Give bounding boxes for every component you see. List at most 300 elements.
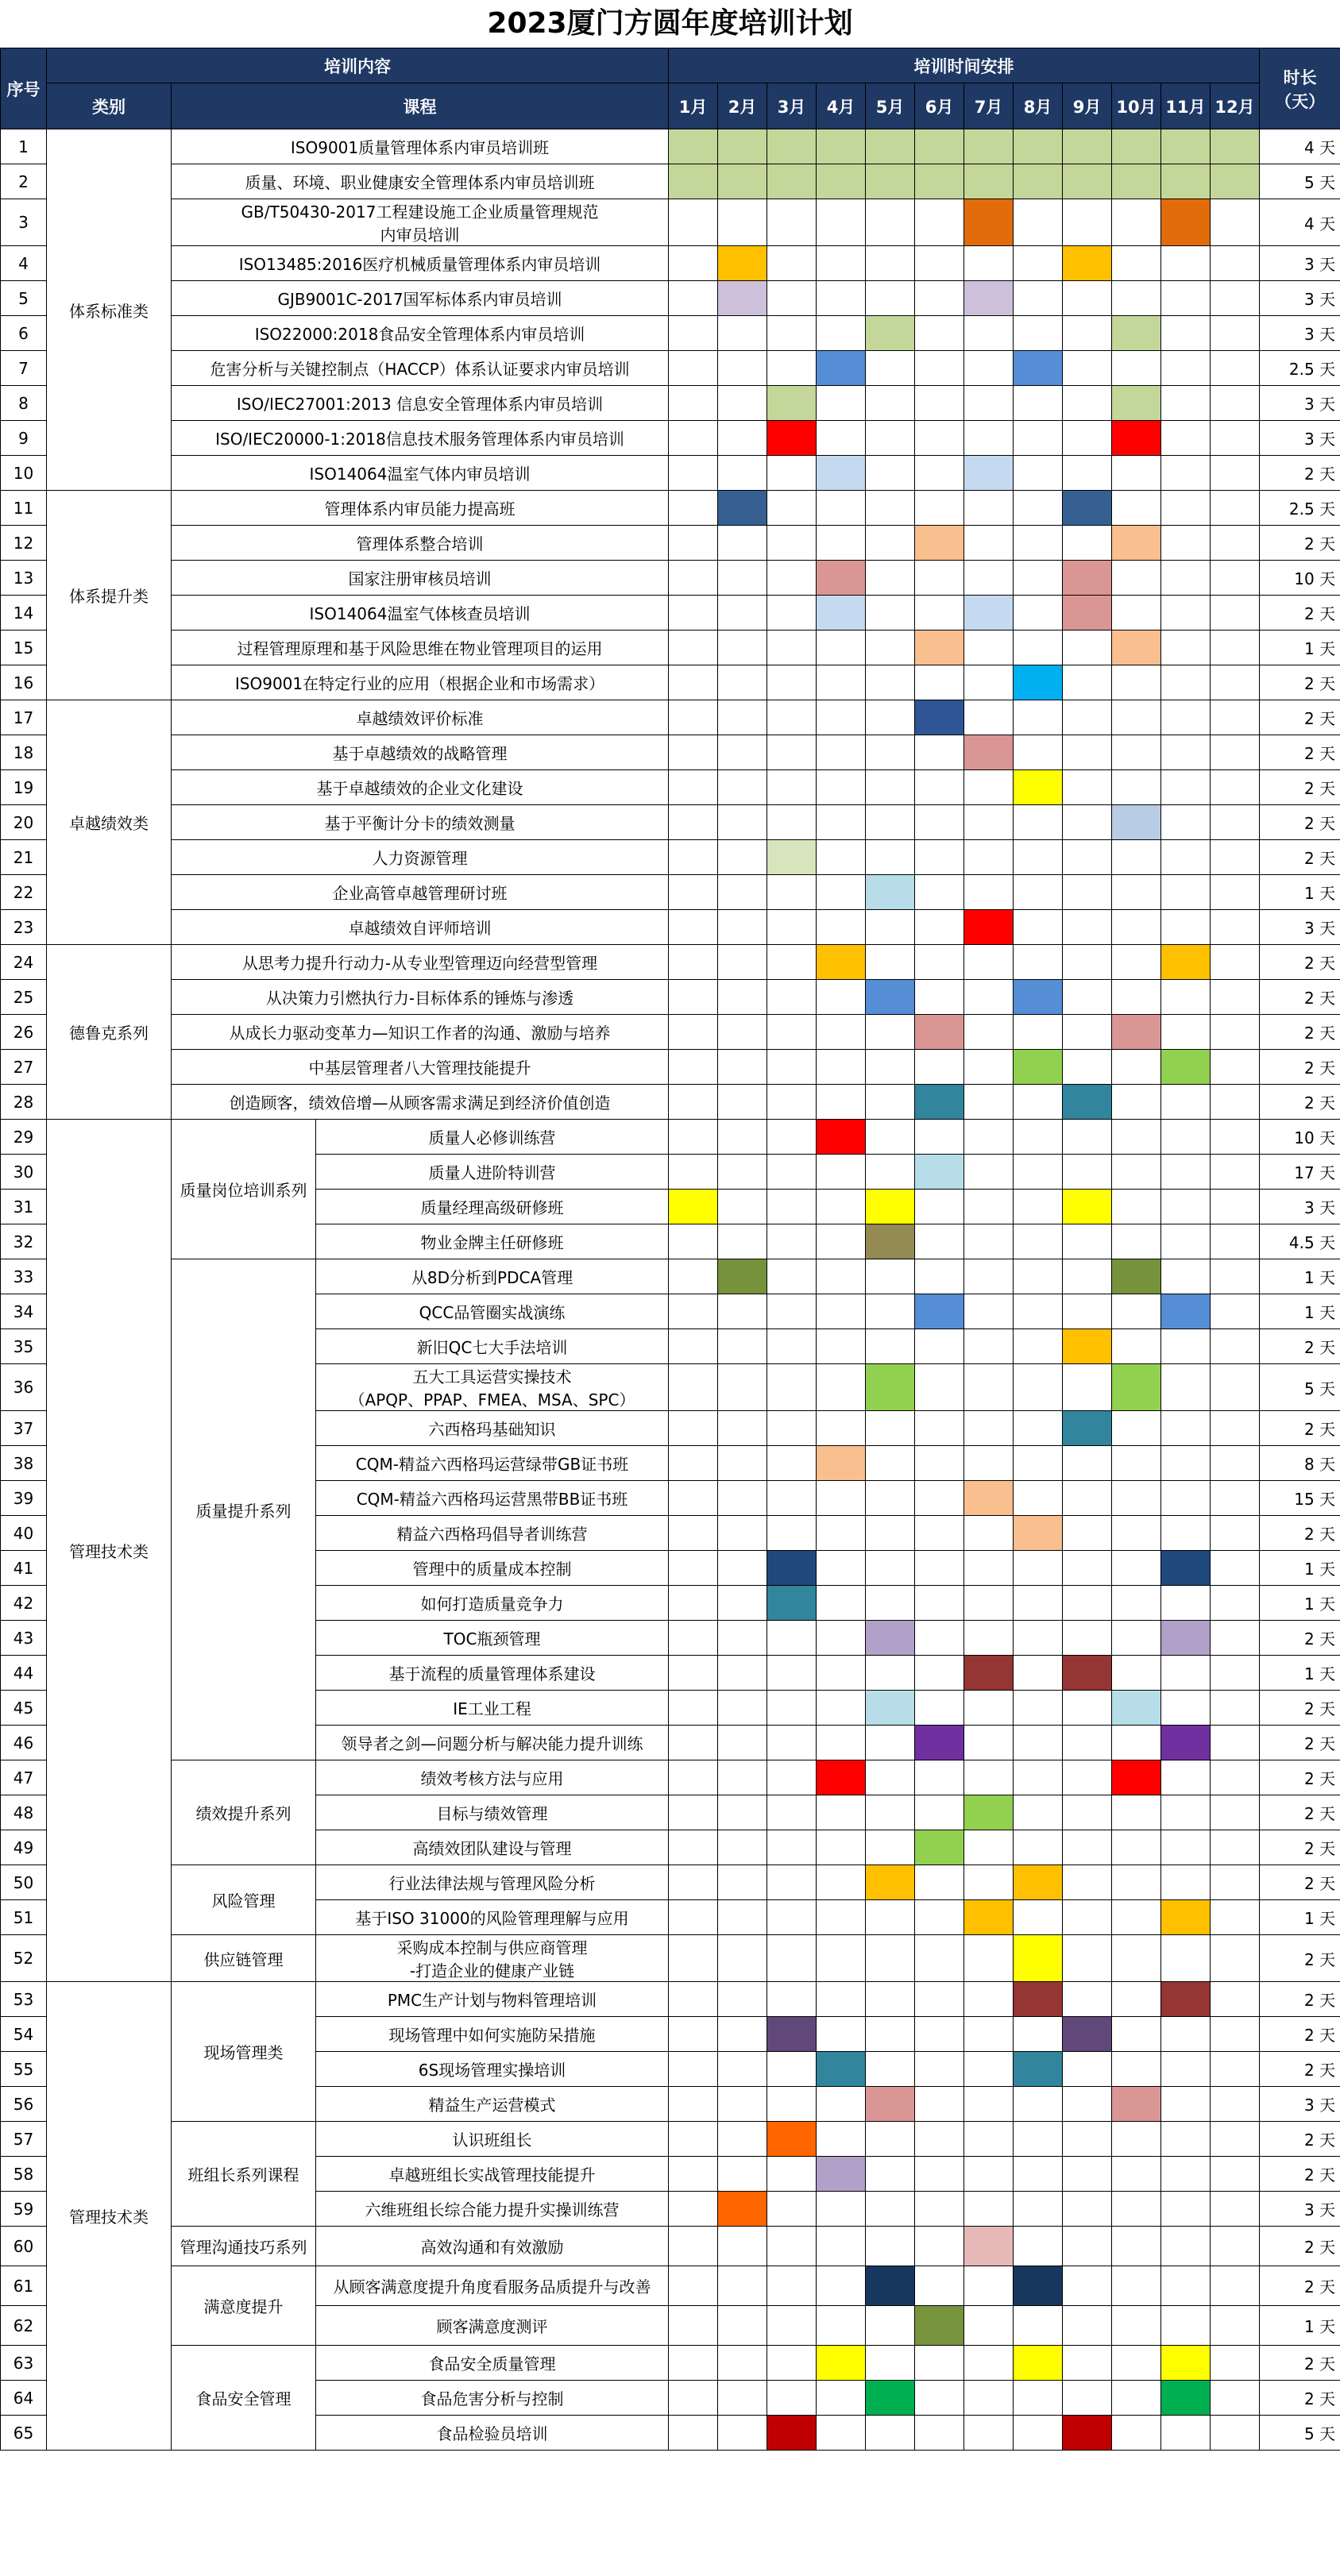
schedule-cell-m12 xyxy=(1211,1900,1260,1935)
duration-cell: 2 天 xyxy=(1260,980,1340,1015)
schedule-cell-m11 xyxy=(1161,631,1211,665)
schedule-cell-m12 xyxy=(1211,2052,1260,2087)
schedule-cell-m4 xyxy=(817,2227,866,2266)
schedule-cell-m5 xyxy=(866,1900,915,1935)
table-row xyxy=(1,1760,1340,1795)
schedule-cell-m1 xyxy=(669,351,718,386)
schedule-cell-m8 xyxy=(1014,1900,1063,1935)
schedule-cell-m2 xyxy=(718,246,767,281)
schedule-cell-m3 xyxy=(767,700,817,735)
schedule-cell-m10 xyxy=(1112,1586,1161,1621)
schedule-cell-m12 xyxy=(1211,1085,1260,1120)
schedule-cell-m11 xyxy=(1161,2346,1211,2381)
schedule-cell-m1 xyxy=(669,945,718,980)
schedule-cell-m5 xyxy=(866,386,915,421)
schedule-cell-m10 xyxy=(1112,2227,1161,2266)
duration-cell: 2 天 xyxy=(1260,456,1340,491)
course-name: 管理体系内审员能力提高班 xyxy=(172,491,669,526)
course-name: ISO14064温室气体核查员培训 xyxy=(172,596,669,631)
schedule-cell-m9 xyxy=(1063,1190,1112,1224)
duration-cell: 2 天 xyxy=(1260,1691,1340,1726)
duration-cell: 8 天 xyxy=(1260,1446,1340,1481)
schedule-cell-m8 xyxy=(1014,1935,1063,1982)
month-header-4: 4月 xyxy=(817,83,866,129)
course-name: 危害分析与关键控制点（HACCP）体系认证要求内审员培训 xyxy=(172,351,669,386)
schedule-cell-m2 xyxy=(718,1656,767,1691)
schedule-cell-m11 xyxy=(1161,805,1211,840)
schedule-cell-m3 xyxy=(767,1224,817,1259)
schedule-cell-m4 xyxy=(817,199,866,246)
schedule-cell-m11 xyxy=(1161,1830,1211,1865)
schedule-cell-m1 xyxy=(669,2306,718,2346)
schedule-cell-m9 xyxy=(1063,2266,1112,2306)
schedule-cell-m5 xyxy=(866,199,915,246)
schedule-cell-m9 xyxy=(1063,2346,1112,2381)
duration-cell: 3 天 xyxy=(1260,2192,1340,2227)
month-header-9: 9月 xyxy=(1063,83,1112,129)
schedule-cell-m12 xyxy=(1211,2087,1260,2122)
schedule-cell-m7 xyxy=(964,1364,1014,1411)
schedule-cell-m4 xyxy=(817,2266,866,2306)
category-cell: 体系提升类 xyxy=(47,491,172,700)
schedule-cell-m11 xyxy=(1161,1015,1211,1050)
course-name: 卓越班组长实战管理技能提升 xyxy=(316,2157,669,2192)
schedule-cell-m1 xyxy=(669,386,718,421)
schedule-cell-m12 xyxy=(1211,281,1260,316)
duration-cell: 5 天 xyxy=(1260,1364,1340,1411)
row-number: 5 xyxy=(1,281,47,316)
schedule-cell-m11 xyxy=(1161,2157,1211,2192)
schedule-cell-m12 xyxy=(1211,351,1260,386)
duration-cell: 1 天 xyxy=(1260,1900,1340,1935)
schedule-cell-m4 xyxy=(817,1446,866,1481)
schedule-cell-m6 xyxy=(915,1481,964,1516)
month-header-6: 6月 xyxy=(915,83,964,129)
schedule-cell-m9 xyxy=(1063,1224,1112,1259)
row-number: 65 xyxy=(1,2416,47,2451)
schedule-cell-m12 xyxy=(1211,2227,1260,2266)
schedule-cell-m2 xyxy=(718,1726,767,1760)
schedule-cell-m1 xyxy=(669,1155,718,1190)
schedule-cell-m8 xyxy=(1014,910,1063,945)
schedule-cell-m5 xyxy=(866,1120,915,1155)
schedule-cell-m12 xyxy=(1211,735,1260,770)
row-number: 35 xyxy=(1,1329,47,1364)
schedule-cell-m10 xyxy=(1112,491,1161,526)
schedule-cell-m2 xyxy=(718,910,767,945)
schedule-cell-m4 xyxy=(817,1551,866,1586)
duration-cell: 5 天 xyxy=(1260,2416,1340,2451)
schedule-cell-m10 xyxy=(1112,2266,1161,2306)
schedule-cell-m7 xyxy=(964,2157,1014,2192)
duration-cell: 15 天 xyxy=(1260,1481,1340,1516)
schedule-cell-m2 xyxy=(718,281,767,316)
table-row xyxy=(1,129,1340,164)
schedule-cell-m2 xyxy=(718,805,767,840)
schedule-cell-m12 xyxy=(1211,945,1260,980)
schedule-cell-m8 xyxy=(1014,1691,1063,1726)
schedule-cell-m2 xyxy=(718,164,767,199)
schedule-cell-m10 xyxy=(1112,805,1161,840)
schedule-cell-m9 xyxy=(1063,665,1112,700)
table-row xyxy=(1,1259,1340,1294)
schedule-cell-m1 xyxy=(669,526,718,561)
schedule-cell-m11 xyxy=(1161,199,1211,246)
schedule-cell-m4 xyxy=(817,491,866,526)
duration-cell: 2 天 xyxy=(1260,1982,1340,2017)
course-name: 新旧QC七大手法培训 xyxy=(316,1329,669,1364)
schedule-cell-m11 xyxy=(1161,281,1211,316)
schedule-cell-m3 xyxy=(767,2346,817,2381)
schedule-cell-m2 xyxy=(718,945,767,980)
schedule-cell-m10 xyxy=(1112,316,1161,351)
schedule-cell-m1 xyxy=(669,2052,718,2087)
schedule-cell-m7 xyxy=(964,1411,1014,1446)
schedule-cell-m6 xyxy=(915,875,964,910)
schedule-cell-m3 xyxy=(767,665,817,700)
schedule-cell-m1 xyxy=(669,456,718,491)
schedule-cell-m10 xyxy=(1112,1726,1161,1760)
schedule-cell-m6 xyxy=(915,2266,964,2306)
schedule-cell-m9 xyxy=(1063,700,1112,735)
schedule-cell-m4 xyxy=(817,1935,866,1982)
schedule-cell-m6 xyxy=(915,1155,964,1190)
schedule-cell-m10 xyxy=(1112,1015,1161,1050)
schedule-cell-m10 xyxy=(1112,281,1161,316)
schedule-cell-m8 xyxy=(1014,386,1063,421)
schedule-cell-m10 xyxy=(1112,1294,1161,1329)
schedule-cell-m6 xyxy=(915,1935,964,1982)
table-row xyxy=(1,840,1340,875)
course-name: 食品危害分析与控制 xyxy=(316,2381,669,2416)
schedule-cell-m2 xyxy=(718,1190,767,1224)
schedule-cell-m11 xyxy=(1161,1982,1211,2017)
schedule-cell-m1 xyxy=(669,1516,718,1551)
schedule-cell-m1 xyxy=(669,199,718,246)
schedule-cell-m7 xyxy=(964,1085,1014,1120)
schedule-cell-m8 xyxy=(1014,631,1063,665)
schedule-cell-m7 xyxy=(964,1551,1014,1586)
schedule-cell-m9 xyxy=(1063,2416,1112,2451)
month-header-10: 10月 xyxy=(1112,83,1161,129)
schedule-cell-m12 xyxy=(1211,1294,1260,1329)
schedule-cell-m9 xyxy=(1063,129,1112,164)
schedule-cell-m10 xyxy=(1112,700,1161,735)
duration-cell: 5 天 xyxy=(1260,164,1340,199)
schedule-cell-m4 xyxy=(817,1830,866,1865)
training-rows xyxy=(1,129,1340,2451)
duration-cell: 2 天 xyxy=(1260,1865,1340,1900)
schedule-cell-m5 xyxy=(866,246,915,281)
duration-cell: 1 天 xyxy=(1260,875,1340,910)
schedule-cell-m12 xyxy=(1211,2416,1260,2451)
schedule-cell-m2 xyxy=(718,665,767,700)
schedule-cell-m5 xyxy=(866,1586,915,1621)
schedule-cell-m11 xyxy=(1161,1656,1211,1691)
schedule-cell-m10 xyxy=(1112,1224,1161,1259)
schedule-cell-m12 xyxy=(1211,980,1260,1015)
schedule-cell-m7 xyxy=(964,1691,1014,1726)
schedule-cell-m7 xyxy=(964,561,1014,596)
schedule-cell-m5 xyxy=(866,1935,915,1982)
row-number: 63 xyxy=(1,2346,47,2381)
schedule-cell-m6 xyxy=(915,2346,964,2381)
schedule-cell-m1 xyxy=(669,1224,718,1259)
row-number: 40 xyxy=(1,1516,47,1551)
schedule-cell-m11 xyxy=(1161,1900,1211,1935)
schedule-cell-m5 xyxy=(866,2416,915,2451)
schedule-cell-m6 xyxy=(915,2227,964,2266)
schedule-cell-m2 xyxy=(718,2346,767,2381)
row-number: 32 xyxy=(1,1224,47,1259)
schedule-cell-m11 xyxy=(1161,840,1211,875)
schedule-cell-m3 xyxy=(767,1760,817,1795)
schedule-cell-m7 xyxy=(964,281,1014,316)
schedule-cell-m6 xyxy=(915,2157,964,2192)
schedule-cell-m1 xyxy=(669,700,718,735)
schedule-cell-m4 xyxy=(817,1190,866,1224)
schedule-cell-m6 xyxy=(915,2122,964,2157)
table-row xyxy=(1,1982,1340,2017)
schedule-cell-m11 xyxy=(1161,2087,1211,2122)
schedule-cell-m10 xyxy=(1112,1050,1161,1085)
schedule-cell-m4 xyxy=(817,1411,866,1446)
schedule-cell-m2 xyxy=(718,1935,767,1982)
duration-header: 时长 （天） xyxy=(1260,48,1340,129)
schedule-cell-m11 xyxy=(1161,1516,1211,1551)
schedule-cell-m9 xyxy=(1063,2157,1112,2192)
duration-cell: 2.5 天 xyxy=(1260,351,1340,386)
schedule-cell-m12 xyxy=(1211,700,1260,735)
schedule-cell-m12 xyxy=(1211,1364,1260,1411)
table-row xyxy=(1,805,1340,840)
category-header: 类别 xyxy=(47,83,172,129)
row-number: 16 xyxy=(1,665,47,700)
schedule-cell-m5 xyxy=(866,2087,915,2122)
schedule-cell-m1 xyxy=(669,1551,718,1586)
month-header-11: 11月 xyxy=(1161,83,1211,129)
schedule-cell-m10 xyxy=(1112,1329,1161,1364)
schedule-cell-m12 xyxy=(1211,526,1260,561)
row-number: 33 xyxy=(1,1259,47,1294)
schedule-cell-m9 xyxy=(1063,561,1112,596)
schedule-cell-m9 xyxy=(1063,1411,1112,1446)
schedule-cell-m1 xyxy=(669,665,718,700)
schedule-cell-m10 xyxy=(1112,421,1161,456)
schedule-cell-m9 xyxy=(1063,1982,1112,2017)
schedule-cell-m5 xyxy=(866,316,915,351)
table-row xyxy=(1,561,1340,596)
schedule-cell-m1 xyxy=(669,1982,718,2017)
course-name: 从成长力驱动变革力—知识工作者的沟通、激励与培养 xyxy=(172,1015,669,1050)
schedule-cell-m2 xyxy=(718,1795,767,1830)
schedule-cell-m11 xyxy=(1161,1294,1211,1329)
duration-cell: 2 天 xyxy=(1260,805,1340,840)
schedule-cell-m6 xyxy=(915,1050,964,1085)
schedule-cell-m2 xyxy=(718,1155,767,1190)
table-row xyxy=(1,770,1340,805)
schedule-cell-m9 xyxy=(1063,526,1112,561)
schedule-cell-m1 xyxy=(669,246,718,281)
schedule-cell-m2 xyxy=(718,1551,767,1586)
schedule-cell-m2 xyxy=(718,1364,767,1411)
schedule-cell-m3 xyxy=(767,840,817,875)
schedule-cell-m12 xyxy=(1211,199,1260,246)
schedule-cell-m9 xyxy=(1063,316,1112,351)
row-number: 60 xyxy=(1,2227,47,2266)
schedule-cell-m11 xyxy=(1161,1760,1211,1795)
course-name: 物业金牌主任研修班 xyxy=(316,1224,669,1259)
schedule-cell-m2 xyxy=(718,1900,767,1935)
schedule-cell-m11 xyxy=(1161,1050,1211,1085)
duration-cell: 2 天 xyxy=(1260,2381,1340,2416)
schedule-cell-m8 xyxy=(1014,1982,1063,2017)
schedule-cell-m12 xyxy=(1211,1982,1260,2017)
month-header-2: 2月 xyxy=(718,83,767,129)
schedule-cell-m10 xyxy=(1112,1760,1161,1795)
schedule-cell-m12 xyxy=(1211,2381,1260,2416)
schedule-cell-m5 xyxy=(866,2192,915,2227)
schedule-cell-m4 xyxy=(817,840,866,875)
schedule-cell-m11 xyxy=(1161,316,1211,351)
schedule-cell-m12 xyxy=(1211,2346,1260,2381)
duration-cell: 3 天 xyxy=(1260,2087,1340,2122)
schedule-cell-m9 xyxy=(1063,1155,1112,1190)
row-number: 61 xyxy=(1,2266,47,2306)
schedule-cell-m8 xyxy=(1014,526,1063,561)
table-row xyxy=(1,526,1340,561)
schedule-cell-m3 xyxy=(767,1586,817,1621)
schedule-cell-m3 xyxy=(767,2017,817,2052)
schedule-cell-m7 xyxy=(964,910,1014,945)
schedule-cell-m4 xyxy=(817,1900,866,1935)
schedule-cell-m7 xyxy=(964,1586,1014,1621)
duration-cell: 4 天 xyxy=(1260,199,1340,246)
schedule-cell-m5 xyxy=(866,1155,915,1190)
schedule-cell-m9 xyxy=(1063,2087,1112,2122)
table-row xyxy=(1,199,1340,246)
schedule-cell-m11 xyxy=(1161,526,1211,561)
course-name: 目标与绩效管理 xyxy=(316,1795,669,1830)
schedule-cell-m6 xyxy=(915,199,964,246)
schedule-cell-m9 xyxy=(1063,910,1112,945)
schedule-cell-m7 xyxy=(964,246,1014,281)
schedule-cell-m10 xyxy=(1112,2346,1161,2381)
category-cell: 卓越绩效类 xyxy=(47,700,172,945)
schedule-cell-m3 xyxy=(767,1259,817,1294)
schedule-cell-m10 xyxy=(1112,2416,1161,2451)
course-name: QCC品管圈实战演练 xyxy=(316,1294,669,1329)
schedule-cell-m3 xyxy=(767,1516,817,1551)
schedule-cell-m8 xyxy=(1014,1364,1063,1411)
schedule-cell-m10 xyxy=(1112,770,1161,805)
schedule-cell-m2 xyxy=(718,631,767,665)
schedule-cell-m12 xyxy=(1211,1120,1260,1155)
schedule-cell-m8 xyxy=(1014,2192,1063,2227)
schedule-cell-m9 xyxy=(1063,2192,1112,2227)
schedule-cell-m8 xyxy=(1014,1865,1063,1900)
schedule-cell-m2 xyxy=(718,1446,767,1481)
schedule-cell-m1 xyxy=(669,1259,718,1294)
row-number: 21 xyxy=(1,840,47,875)
schedule-cell-m9 xyxy=(1063,2306,1112,2346)
schedule-cell-m4 xyxy=(817,1516,866,1551)
schedule-cell-m11 xyxy=(1161,1481,1211,1516)
schedule-cell-m6 xyxy=(915,1656,964,1691)
course-name: 认识班组长 xyxy=(316,2122,669,2157)
month-header-7: 7月 xyxy=(964,83,1014,129)
table-row xyxy=(1,1015,1340,1050)
course-name: 创造顾客，绩效倍增—从顾客需求满足到经济价值创造 xyxy=(172,1085,669,1120)
schedule-cell-m7 xyxy=(964,2346,1014,2381)
schedule-cell-m12 xyxy=(1211,1481,1260,1516)
schedule-cell-m3 xyxy=(767,2087,817,2122)
schedule-cell-m3 xyxy=(767,735,817,770)
row-number: 57 xyxy=(1,2122,47,2157)
schedule-cell-m8 xyxy=(1014,2381,1063,2416)
duration-cell: 1 天 xyxy=(1260,631,1340,665)
duration-cell: 2 天 xyxy=(1260,945,1340,980)
schedule-cell-m12 xyxy=(1211,840,1260,875)
schedule-cell-m12 xyxy=(1211,1935,1260,1982)
schedule-cell-m5 xyxy=(866,1411,915,1446)
schedule-cell-m9 xyxy=(1063,1656,1112,1691)
schedule-cell-m3 xyxy=(767,2192,817,2227)
schedule-cell-m2 xyxy=(718,1120,767,1155)
course-name: 六西格玛基础知识 xyxy=(316,1411,669,1446)
schedule-cell-m8 xyxy=(1014,1294,1063,1329)
course-name: 基于平衡计分卡的绩效测量 xyxy=(172,805,669,840)
schedule-cell-m3 xyxy=(767,1411,817,1446)
schedule-cell-m10 xyxy=(1112,1900,1161,1935)
subcategory-cell: 风险管理 xyxy=(172,1865,316,1935)
table-row xyxy=(1,246,1340,281)
month-header-1: 1月 xyxy=(669,83,718,129)
schedule-cell-m2 xyxy=(718,2266,767,2306)
schedule-cell-m6 xyxy=(915,2416,964,2451)
page-title: 2023厦门方圆年度培训计划 xyxy=(487,7,853,40)
schedule-cell-m6 xyxy=(915,1865,964,1900)
schedule-cell-m5 xyxy=(866,1481,915,1516)
schedule-cell-m7 xyxy=(964,1155,1014,1190)
schedule-cell-m1 xyxy=(669,1190,718,1224)
schedule-cell-m12 xyxy=(1211,1155,1260,1190)
schedule-cell-m10 xyxy=(1112,164,1161,199)
schedule-cell-m10 xyxy=(1112,2052,1161,2087)
schedule-cell-m5 xyxy=(866,1190,915,1224)
schedule-cell-m3 xyxy=(767,2416,817,2451)
schedule-cell-m10 xyxy=(1112,386,1161,421)
schedule-cell-m12 xyxy=(1211,316,1260,351)
course-name: 精益生产运营模式 xyxy=(316,2087,669,2122)
schedule-cell-m3 xyxy=(767,1015,817,1050)
schedule-cell-m8 xyxy=(1014,735,1063,770)
duration-cell: 4 天 xyxy=(1260,129,1340,164)
schedule-cell-m11 xyxy=(1161,665,1211,700)
row-number: 3 xyxy=(1,199,47,246)
schedule-cell-m2 xyxy=(718,840,767,875)
schedule-cell-m3 xyxy=(767,1481,817,1516)
schedule-cell-m8 xyxy=(1014,1329,1063,1364)
course-name: ISO/IEC20000-1:2018信息技术服务管理体系内审员培训 xyxy=(172,421,669,456)
schedule-cell-m11 xyxy=(1161,246,1211,281)
schedule-cell-m2 xyxy=(718,1516,767,1551)
schedule-cell-m10 xyxy=(1112,1621,1161,1656)
schedule-cell-m9 xyxy=(1063,840,1112,875)
schedule-cell-m5 xyxy=(866,596,915,631)
row-number: 18 xyxy=(1,735,47,770)
schedule-cell-m12 xyxy=(1211,561,1260,596)
